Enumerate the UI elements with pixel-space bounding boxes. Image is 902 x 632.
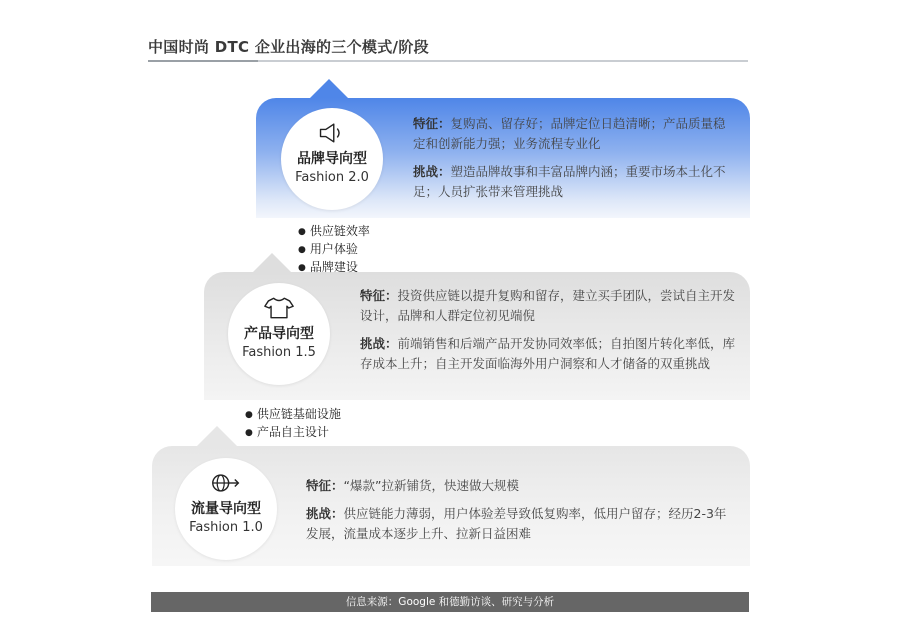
step-3-challenge-label: 挑战： <box>413 164 451 179</box>
title-divider <box>148 60 748 62</box>
step-1-challenge-text: 供应链能力薄弱，用户体验差导致低复购率，低用户留存；经历2-3年发展，流量成本逐步上升、拉新日益困难 <box>306 506 727 541</box>
transition-item: ● 供应链效率 <box>298 223 370 241</box>
globe-arrow-icon <box>211 470 241 496</box>
step-3-pointer <box>309 79 349 99</box>
transition-item: ● 供应链基础设施 <box>245 406 341 424</box>
step-3-feature-text: 复购高、留存好；品牌定位日趋清晰；产品质量稳定和创新能力强；业务流程专业化 <box>413 116 726 151</box>
step-2-version: Fashion 1.5 <box>242 345 316 360</box>
transition-item: ● 品牌建设 <box>298 259 370 277</box>
step-2-feature-text: 投资供应链以提升复购和留存，建立买手团队，尝试自主开发设计，品牌和人群定位初见端倪 <box>360 288 736 323</box>
step-1-badge <box>175 458 277 560</box>
step-1-feature-text: “爆款”拉新铺货，快速做大规模 <box>343 478 519 493</box>
step-1-version: Fashion 1.0 <box>189 520 263 535</box>
step-2-challenge-label: 挑战： <box>360 336 398 351</box>
step-3-name: 品牌导向型 <box>297 151 367 167</box>
step-2-feature-label: 特征： <box>360 288 398 303</box>
step-2-badge <box>228 283 330 385</box>
step-1-feature-label: 特征： <box>306 478 344 493</box>
source-footer: 信息来源：Google 和德勤访谈、研究与分析 <box>151 592 749 612</box>
step-1-name: 流量导向型 <box>191 501 261 517</box>
step-3-badge <box>281 108 383 210</box>
transition-1-list <box>245 406 341 442</box>
step-2-name: 产品导向型 <box>244 326 314 342</box>
tshirt-icon <box>264 295 294 321</box>
step-1-challenge-label: 挑战： <box>306 506 344 521</box>
step-2-description <box>360 286 736 382</box>
step-1-pointer <box>197 426 237 446</box>
transition-item: ● 用户体验 <box>298 241 370 259</box>
transition-2-list <box>298 223 370 277</box>
step-3-challenge-text: 塑造品牌故事和丰富品牌内涵；重要市场本土化不足；人员扩张带来管理挑战 <box>413 164 726 199</box>
page-title: 中国时尚 DTC 企业出海的三个模式/阶段 <box>148 38 429 56</box>
transition-item: ● 产品自主设计 <box>245 424 341 442</box>
step-3-version: Fashion 2.0 <box>295 170 369 185</box>
step-2-pointer <box>252 253 292 273</box>
megaphone-icon <box>317 120 347 146</box>
step-2-challenge-text: 前端销售和后端产品开发协同效率低；自拍图片转化率低，库存成本上升；自主开发面临海外用户洞察和人才储备的双重挑战 <box>360 336 736 371</box>
step-3-feature-label: 特征： <box>413 116 451 131</box>
step-3-description <box>413 114 735 210</box>
step-1-description <box>306 476 738 552</box>
